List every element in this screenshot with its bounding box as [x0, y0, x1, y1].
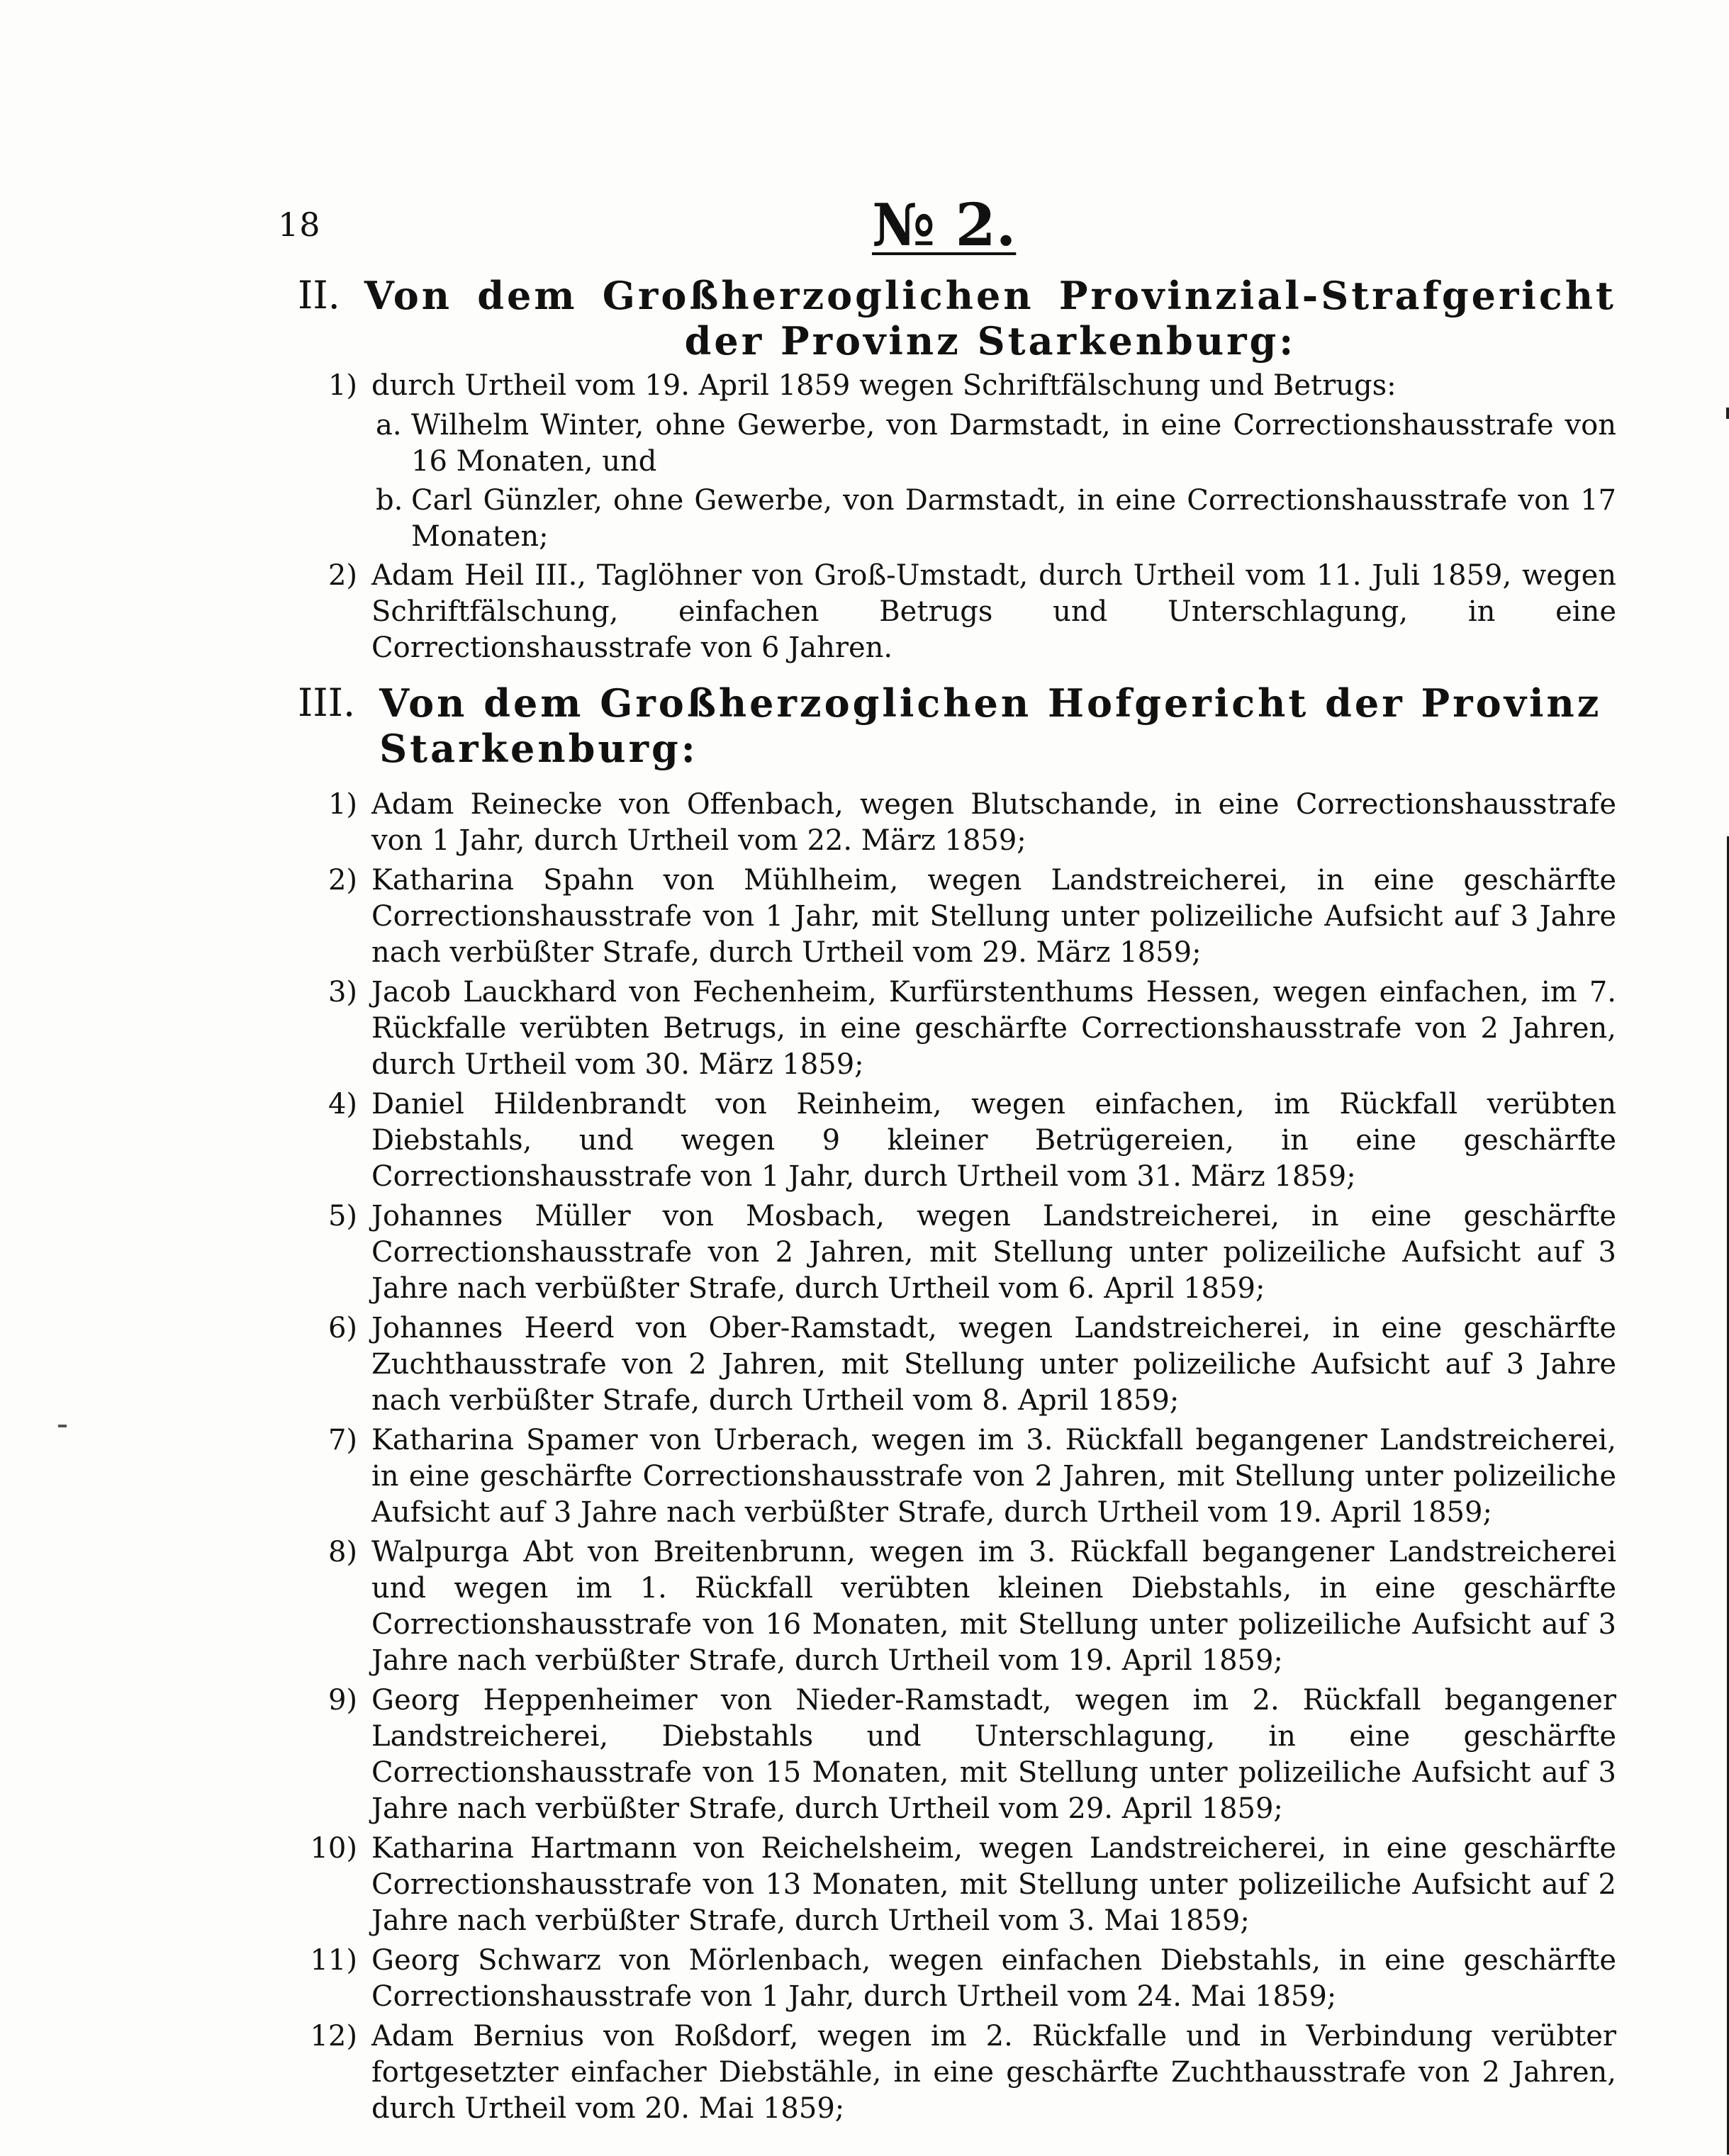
- page-number: 18: [278, 206, 321, 244]
- list-item: [298, 2019, 1616, 2127]
- item-number: 2): [328, 559, 357, 592]
- scan-edge-mark: [1726, 408, 1729, 419]
- section-heading-iii: [298, 680, 1616, 771]
- item-text: durch Urtheil vom 19. April 1859 wegen Schriftfälschung und Betrugs:: [371, 369, 1397, 402]
- list-item: [298, 787, 1616, 859]
- list-item: [298, 1943, 1616, 2015]
- item-number: 7): [328, 1424, 357, 1456]
- item-text: Jacob Lauckhard von Fechenheim, Kurfürstenthums Hessen, wegen einfachen, im 7. Rückfalle verübten Betrugs, in eine geschärfte Correctionshausstrafe von 2 Jahren, durch Urtheil vom 30. März 1859;: [371, 976, 1616, 1081]
- item-text: Georg Schwarz von Mörlenbach, wegen einfachen Diebstahls, in eine geschärfte Correctionshausstrafe von 1 Jahr, durch Urtheil vom 24. Mai 1859;: [371, 1944, 1616, 2013]
- item-number: 10): [310, 1832, 357, 1865]
- item-text: Katharina Spamer von Urberach, wegen im 3. Rückfall begangener Landstreicherei, in eine geschärfte Correctionshausstrafe von 2 Jahren, mit Stellung unter polizeiliche Aufsicht auf 3 Jahre nach verbüßter Strafe, durch Urtheil vom 19. April 1859;: [371, 1424, 1616, 1529]
- item-text: Adam Bernius von Roßdorf, wegen im 2. Rückfalle und in Verbindung verübter fortgesetzter einfacher Diebstähle, in eine geschärfte Zuchthausstrafe von 2 Jahren, durch Urtheil vom 20. Mai 1859;: [371, 2020, 1616, 2125]
- item-text: Adam Heil III., Taglöhner von Groß-Umstadt, durch Urtheil vom 11. Juli 1859, wegen Schriftfälschung, einfachen Betrugs und Unterschlagung, in eine Correctionshausstrafe von 6 Jahren.: [371, 559, 1616, 664]
- list-item: [298, 975, 1616, 1083]
- item-text: Daniel Hildenbrandt von Reinheim, wegen einfachen, im Rückfall verübten Diebstahls, und wegen 9 kleiner Betrügereien, in eine geschärfte Correctionshausstrafe von 1 Jahr, durch Urtheil vom 31. März 1859;: [371, 1088, 1616, 1193]
- issue-number: № 2.: [872, 191, 1017, 259]
- sub-item-letter: b.: [376, 484, 403, 517]
- item-number: 8): [328, 1536, 357, 1568]
- section-heading-ii: [298, 273, 1616, 364]
- list-item: [298, 1422, 1616, 1531]
- list-item: [298, 558, 1616, 666]
- item-number: 11): [310, 1944, 357, 1977]
- item-number: 6): [328, 1312, 357, 1344]
- page-content: [298, 273, 1616, 2130]
- list-item: [298, 1534, 1616, 1679]
- item-text: Georg Heppenheimer von Nieder-Ramstadt, wegen im 2. Rückfall begangener Landstreicherei, Diebstahls und Unterschlagung, in eine geschärfte Correctionshausstrafe von 15 Monaten, mit Stellung unter polizeiliche Aufsicht auf 3 Jahre nach verbüßter Strafe, durch Urtheil vom 29. April 1859;: [371, 1684, 1616, 1825]
- section-numeral: II.: [298, 273, 340, 318]
- item-text: Katharina Hartmann von Reichelsheim, wegen Landstreicherei, in eine geschärfte Correctionshausstrafe von 13 Monaten, mit Stellung unter polizeiliche Aufsicht auf 2 Jahre nach verbüßter Strafe, durch Urtheil vom 3. Mai 1859;: [371, 1832, 1616, 1937]
- section-numeral: III.: [298, 680, 356, 725]
- item-text: Adam Reinecke von Offenbach, wegen Blutschande, in eine Correctionshausstrafe von 1 Jahr, durch Urtheil vom 22. März 1859;: [371, 788, 1616, 857]
- section-title: Von dem Großherzoglichen Provinzial-Strafgericht der Provinz Starkenburg:: [364, 273, 1616, 364]
- list-item: [298, 1683, 1616, 1827]
- sub-item-text: Wilhelm Winter, ohne Gewerbe, von Darmstadt, in eine Correctionshausstrafe von 16 Monaten, und: [411, 409, 1616, 478]
- scan-speck: [58, 1425, 67, 1427]
- item-number: 1): [328, 788, 357, 821]
- list-item: [298, 1198, 1616, 1307]
- item-number: 3): [328, 976, 357, 1009]
- item-text: Johannes Heerd von Ober-Ramstadt, wegen Landstreicherei, in eine geschärfte Zuchthausstrafe von 2 Jahren, mit Stellung unter polizeiliche Aufsicht auf 3 Jahre nach verbüßter Strafe, durch Urtheil vom 8. April 1859;: [371, 1312, 1616, 1417]
- list-item: [298, 1310, 1616, 1419]
- item-text: Walpurga Abt von Breitenbrunn, wegen im 3. Rückfall begangener Landstreicherei und wegen im 1. Rückfall verübten kleinen Diebstahls, in eine geschärfte Correctionshausstrafe von 16 Monaten, mit Stellung unter polizeiliche Aufsicht auf 3 Jahre nach verbüßter Strafe, durch Urtheil vom 19. April 1859;: [371, 1536, 1616, 1677]
- item-number: 1): [328, 369, 357, 402]
- item-number: 12): [310, 2020, 357, 2053]
- sub-list-item: [298, 483, 1616, 555]
- item-number: 9): [328, 1684, 357, 1717]
- list-item: [298, 368, 1616, 404]
- item-number: 2): [328, 864, 357, 897]
- item-text: Katharina Spahn von Mühlheim, wegen Landstreicherei, in eine geschärfte Correctionshausstrafe von 1 Jahr, mit Stellung unter polizeiliche Aufsicht auf 3 Jahre nach verbüßter Strafe, durch Urtheil vom 29. März 1859;: [371, 864, 1616, 969]
- item-text: Johannes Müller von Mosbach, wegen Landstreicherei, in eine geschärfte Correctionshausstrafe von 2 Jahren, mit Stellung unter polizeiliche Aufsicht auf 3 Jahre nach verbüßter Strafe, durch Urtheil vom 6. April 1859;: [371, 1200, 1616, 1305]
- sub-list-item: [298, 408, 1616, 480]
- section-title: Von dem Großherzoglichen Hofgericht der Provinz Starkenburg:: [379, 680, 1602, 771]
- list-item: [298, 1087, 1616, 1195]
- sub-item-letter: a.: [376, 409, 402, 442]
- list-item: [298, 1831, 1616, 1939]
- list-item: [298, 863, 1616, 971]
- item-number: 4): [328, 1088, 357, 1121]
- sub-item-text: Carl Günzler, ohne Gewerbe, von Darmstadt, in eine Correctionshausstrafe von 17 Monaten;: [411, 484, 1616, 553]
- item-number: 5): [328, 1200, 357, 1233]
